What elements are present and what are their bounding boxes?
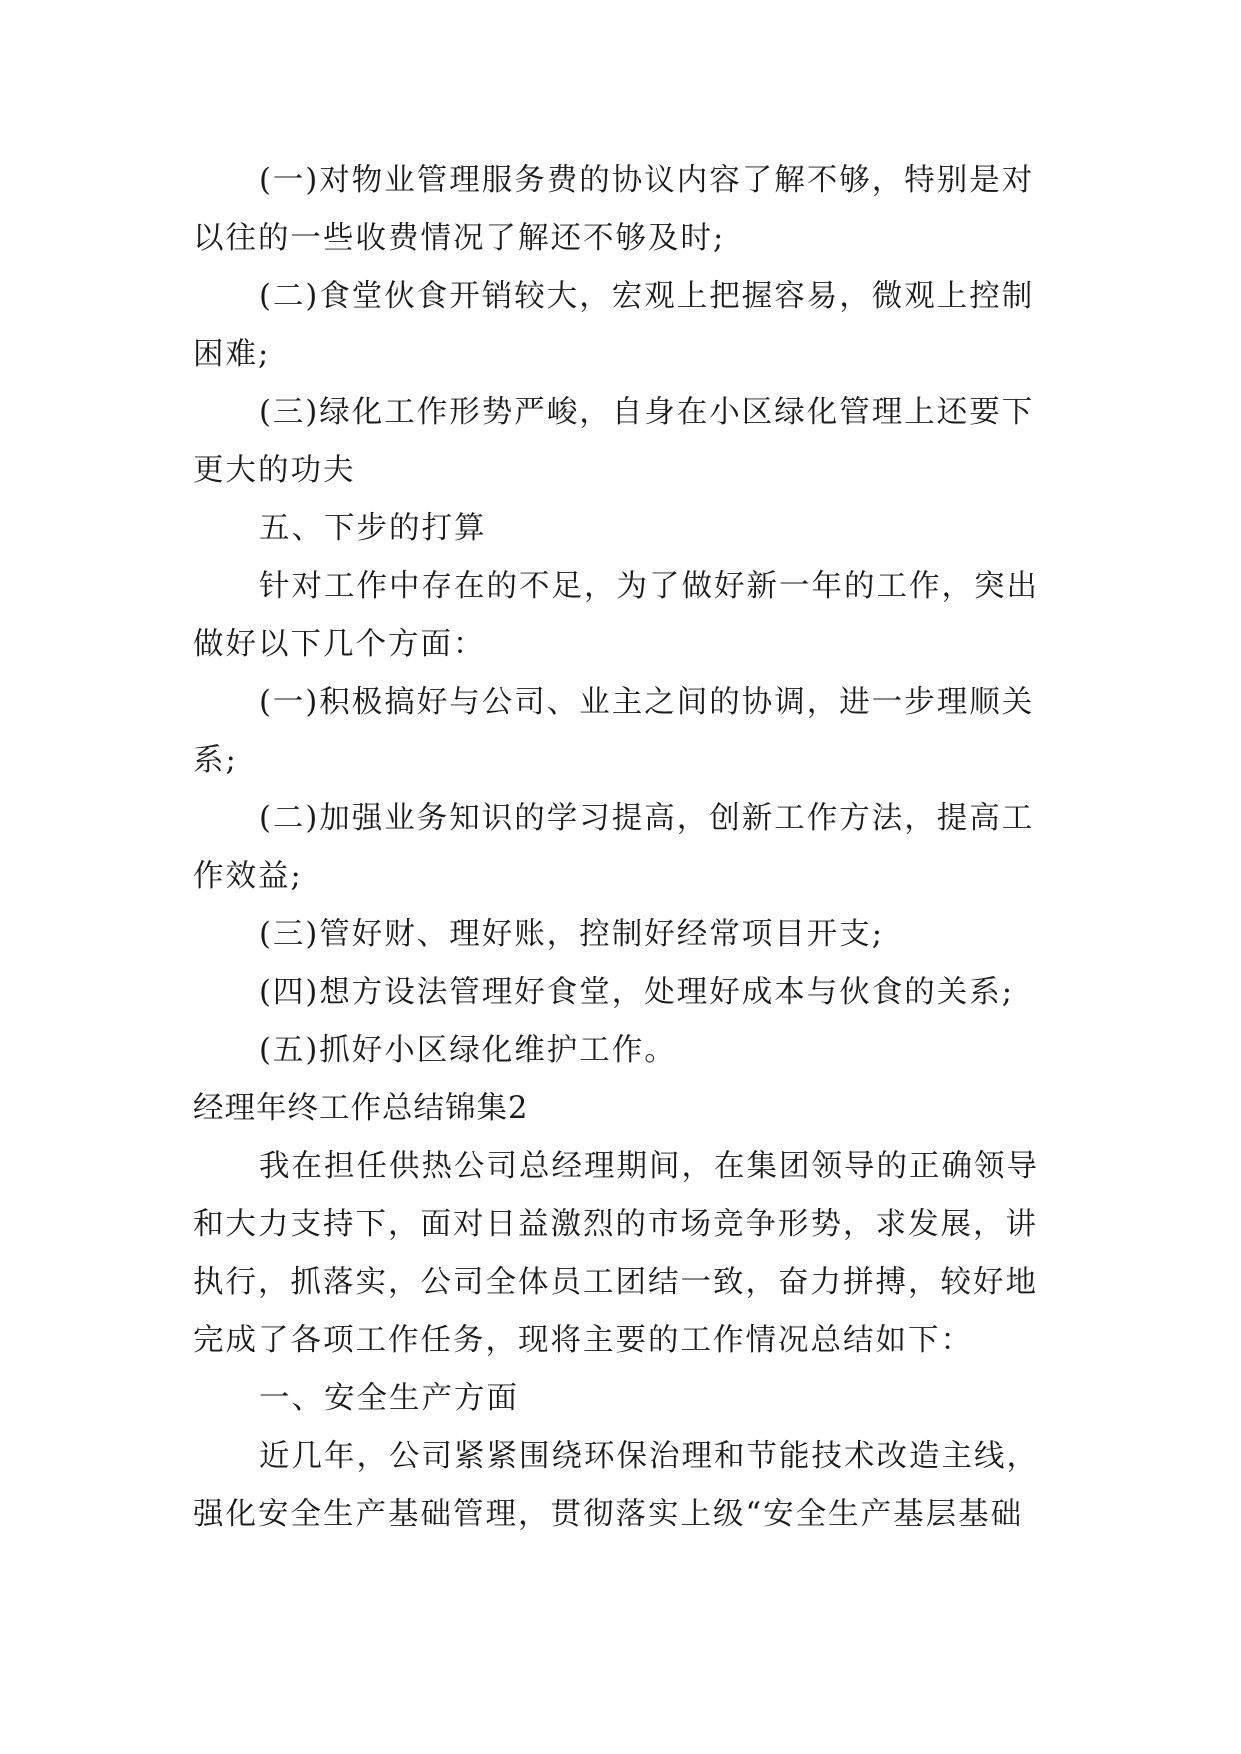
paragraph-line: 针对工作中存在的不足，为了做好新一年的工作，突出 [259,569,1039,604]
document-title: 经理年终工作总结锦集2 [193,1091,529,1126]
paragraph-line: 强化安全生产基础管理，贯彻落实上级“安全生产基层基础 [193,1497,1024,1532]
section-heading: 一、安全生产方面 [259,1381,519,1416]
paragraph-line: (一)积极搞好与公司、业主之间的协调，进一步理顺关 [259,685,1035,720]
paragraph-line: 近几年，公司紧紧围绕环保治理和节能技术改造主线， [259,1439,1039,1474]
paragraph-line: 困难; [193,337,271,372]
paragraph-line: (一)对物业管理服务费的协议内容了解不够，特别是对 [259,163,1035,198]
document-body [193,152,1053,1544]
paragraph-line: (五)抓好小区绿化维护工作。 [259,1033,677,1068]
paragraph-line: 更大的功夫 [193,453,356,488]
paragraph-line: (四)想方设法管理好食堂，处理好成本与伙食的关系; [259,975,1015,1010]
paragraph-line: 以往的一些收费情况了解还不够及时; [193,221,726,256]
paragraph-line: 和大力支持下，面对日益激烈的市场竞争形势，求发展，讲 [193,1207,1038,1242]
section-heading: 五、下步的打算 [259,511,487,546]
paragraph-line: (二)食堂伙食开销较大，宏观上把握容易，微观上控制 [259,279,1035,314]
paragraph-line: 执行，抓落实，公司全体员工团结一致，奋力拼搏，较好地 [193,1265,1038,1300]
paragraph-line: (三)绿化工作形势严峻，自身在小区绿化管理上还要下 [259,395,1035,430]
paragraph-line: (二)加强业务知识的学习提高，创新工作方法，提高工 [259,801,1035,836]
paragraph-line: 做好以下几个方面： [193,627,486,662]
paragraph-line: 系; [193,743,238,778]
paragraph-line: 完成了各项工作任务，现将主要的工作情况总结如下： [193,1323,973,1358]
paragraph-line: 作效益; [193,859,303,894]
paragraph-line: 我在担任供热公司总经理期间，在集团领导的正确领导 [259,1149,1039,1184]
paragraph-line: (三)管好财、理好账，控制好经常项目开支; [259,917,885,952]
